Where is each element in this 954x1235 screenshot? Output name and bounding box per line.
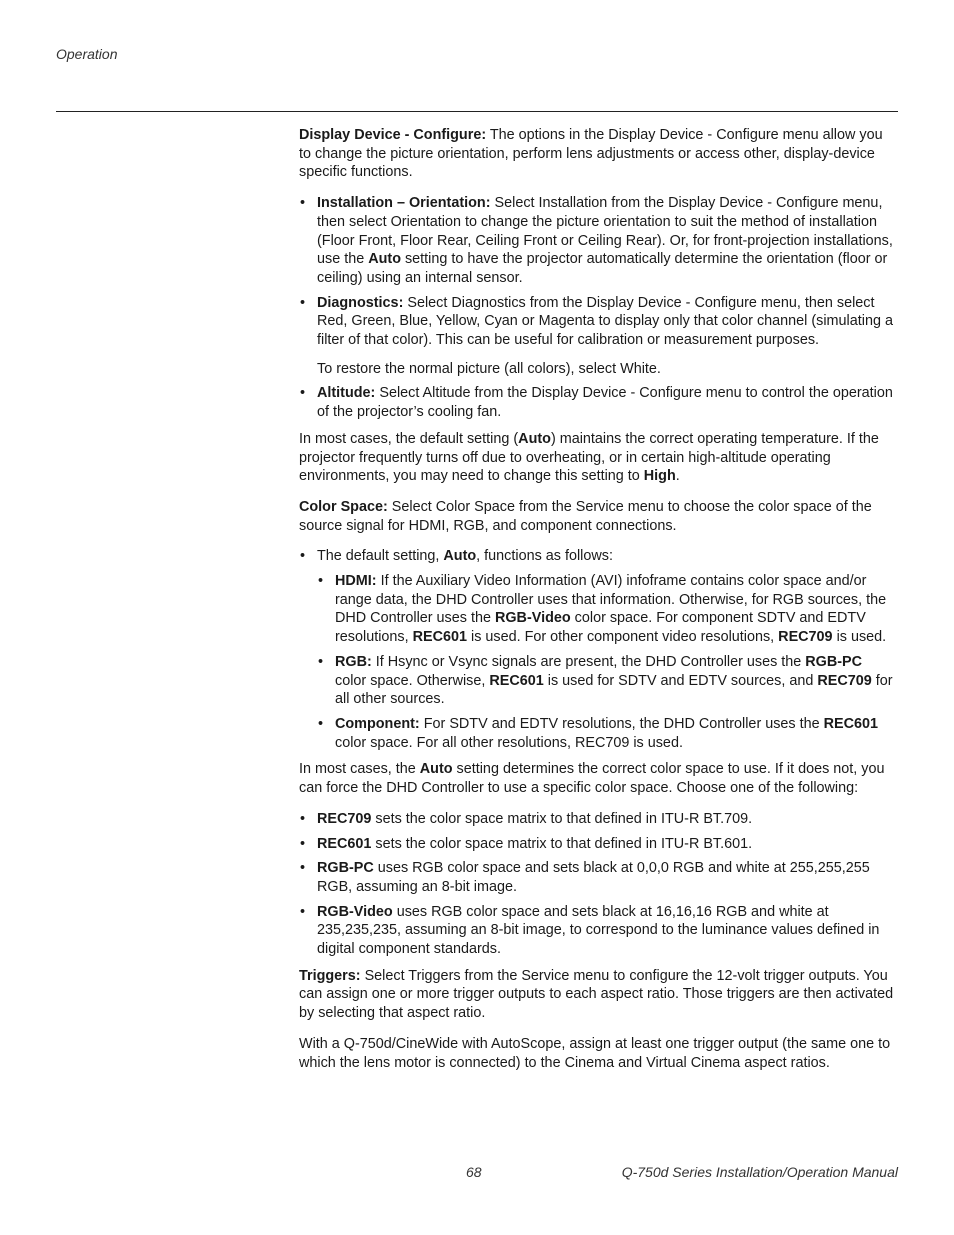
list-item-altitude: • Altitude: Select Altitude from the Display Device - Configure menu to control the operation of the projector’s cooling fan. <box>299 384 897 421</box>
list-item-installation: • Installation – Orientation: Select Installation from the Display Device - Configure menu, then select Orientation to change the picture orientation to suit the method of installation (Floor Front, Floor Rear, Ceiling Front or Ceiling Rear). Or, for front-projection installations, use the Auto setting to have the projector automatically determine the orientation (floor or ceiling) using an internal sensor. <box>299 194 897 288</box>
list-item-hdmi: • HDMI: If the Auxiliary Video Information (AVI) infoframe contains color space and/or range data, the DHD Controller uses that information. Otherwise, for RGB sources, the DHD Controller uses the RGB-Video color space. For component SDTV and EDTV resolutions, REC601 is used. For other component video resolutions, REC709 is used. <box>317 572 897 647</box>
display-device-options <box>299 194 897 422</box>
list-item-rec601: • REC601 sets the color space matrix to that defined in ITU-R BT.601. <box>299 835 897 854</box>
color-space-options-list <box>299 810 897 959</box>
color-space-heading: Color Space: <box>299 498 388 515</box>
manual-title: Q-750d Series Installation/Operation Manual <box>621 1164 898 1180</box>
header-rule <box>56 111 898 112</box>
display-device-heading: Display Device - Configure: <box>299 127 487 143</box>
diagnostics-restore-note: To restore the normal picture (all colors), select White. <box>317 360 661 377</box>
triggers-note: With a Q-750d/CineWide with AutoScope, assign at least one trigger output (the same one to which the lens motor is connected) to the Cinema and Virtual Cinema aspect ratios. <box>299 1035 891 1071</box>
color-space-intro: Color Space: Select Color Space from the Service menu to choose the color space of the source signal for HDMI, RGB, and component connections. <box>299 498 872 534</box>
triggers-heading: Triggers: <box>299 967 361 984</box>
page-header-label: Operation <box>56 46 118 62</box>
list-item-component: • Component: For SDTV and EDTV resolutions, the DHD Controller uses the REC601 color space. For all other resolutions, REC709 is used. <box>317 715 897 752</box>
altitude-note: In most cases, the default setting (Auto) maintains the correct operating temperature. If the projector frequently turns off due to overheating, or in certain high-altitude operating environments, you may need to change this setting to High. <box>299 430 879 485</box>
list-item-rgb-pc: • RGB-PC uses RGB color space and sets black at 0,0,0 RGB and white at 255,255,255 RGB, assuming an 8-bit image. <box>299 859 897 896</box>
list-item-rgb: • RGB: If Hsync or Vsync signals are present, the DHD Controller uses the RGB-PC color space. Otherwise, REC601 is used for SDTV and EDTV sources, and REC709 for all other sources. <box>317 653 897 709</box>
content <box>299 126 897 1084</box>
list-item-rec709: • REC709 sets the color space matrix to that defined in ITU-R BT.709. <box>299 810 897 829</box>
display-device-intro: Display Device - Configure: The options in the Display Device - Configure menu allow you to change the picture orientation, perform lens adjustments or access other, display-device specific functions. <box>299 127 883 181</box>
list-item-rgb-video: • RGB-Video uses RGB color space and sets black at 16,16,16 RGB and white at 235,235,235, assuming an 8-bit image, to correspond to the luminance values defined in digital component standards. <box>299 903 897 959</box>
list-item-diagnostics: • Diagnostics: Select Diagnostics from the Display Device - Configure menu, then select Red, Green, Blue, Yellow, Cyan or Magenta to display only that color channel (simulating a filter of that color). This can be useful for calibration or measurement purposes. To restore the normal picture (all colors), select White. <box>299 294 897 379</box>
auto-behavior-list <box>317 572 897 752</box>
list-item-default-setting: • The default setting, Auto, functions as follows: • HDMI: If the Auxiliary Video Information (AVI) infoframe contains color space and/or range data, the DHD Controller uses that information. Otherwise, for RGB sources, the DHD Controller uses the RGB-Video color space. For component SDTV and EDTV resolutions, REC601 is used. For other component video resolutions, REC709 is used. • RGB: If Hsync or Vsync signals are present, the DHD Controller uses the RGB-PC color space. Otherwise, REC601 is used for SDTV and EDTV sources, and REC709 for all other sources. • Component: For SDTV and EDTV resolutions, the DHD Controller uses the REC601 color space. For all other resolutions, REC709 is used. <box>299 547 897 752</box>
color-space-force-note: In most cases, the Auto setting determines the correct color space to use. If it does not, you can force the DHD Controller to use a specific color space. Choose one of the following: <box>299 761 885 797</box>
page-number: 68 <box>466 1164 482 1180</box>
color-space-default-list <box>299 547 897 752</box>
triggers-intro: Triggers: Select Triggers from the Service menu to configure the 12-volt trigger outputs. You can assign one or more trigger outputs to each aspect ratio. Those triggers are then activated by selecting that aspect ratio. <box>299 967 894 1022</box>
